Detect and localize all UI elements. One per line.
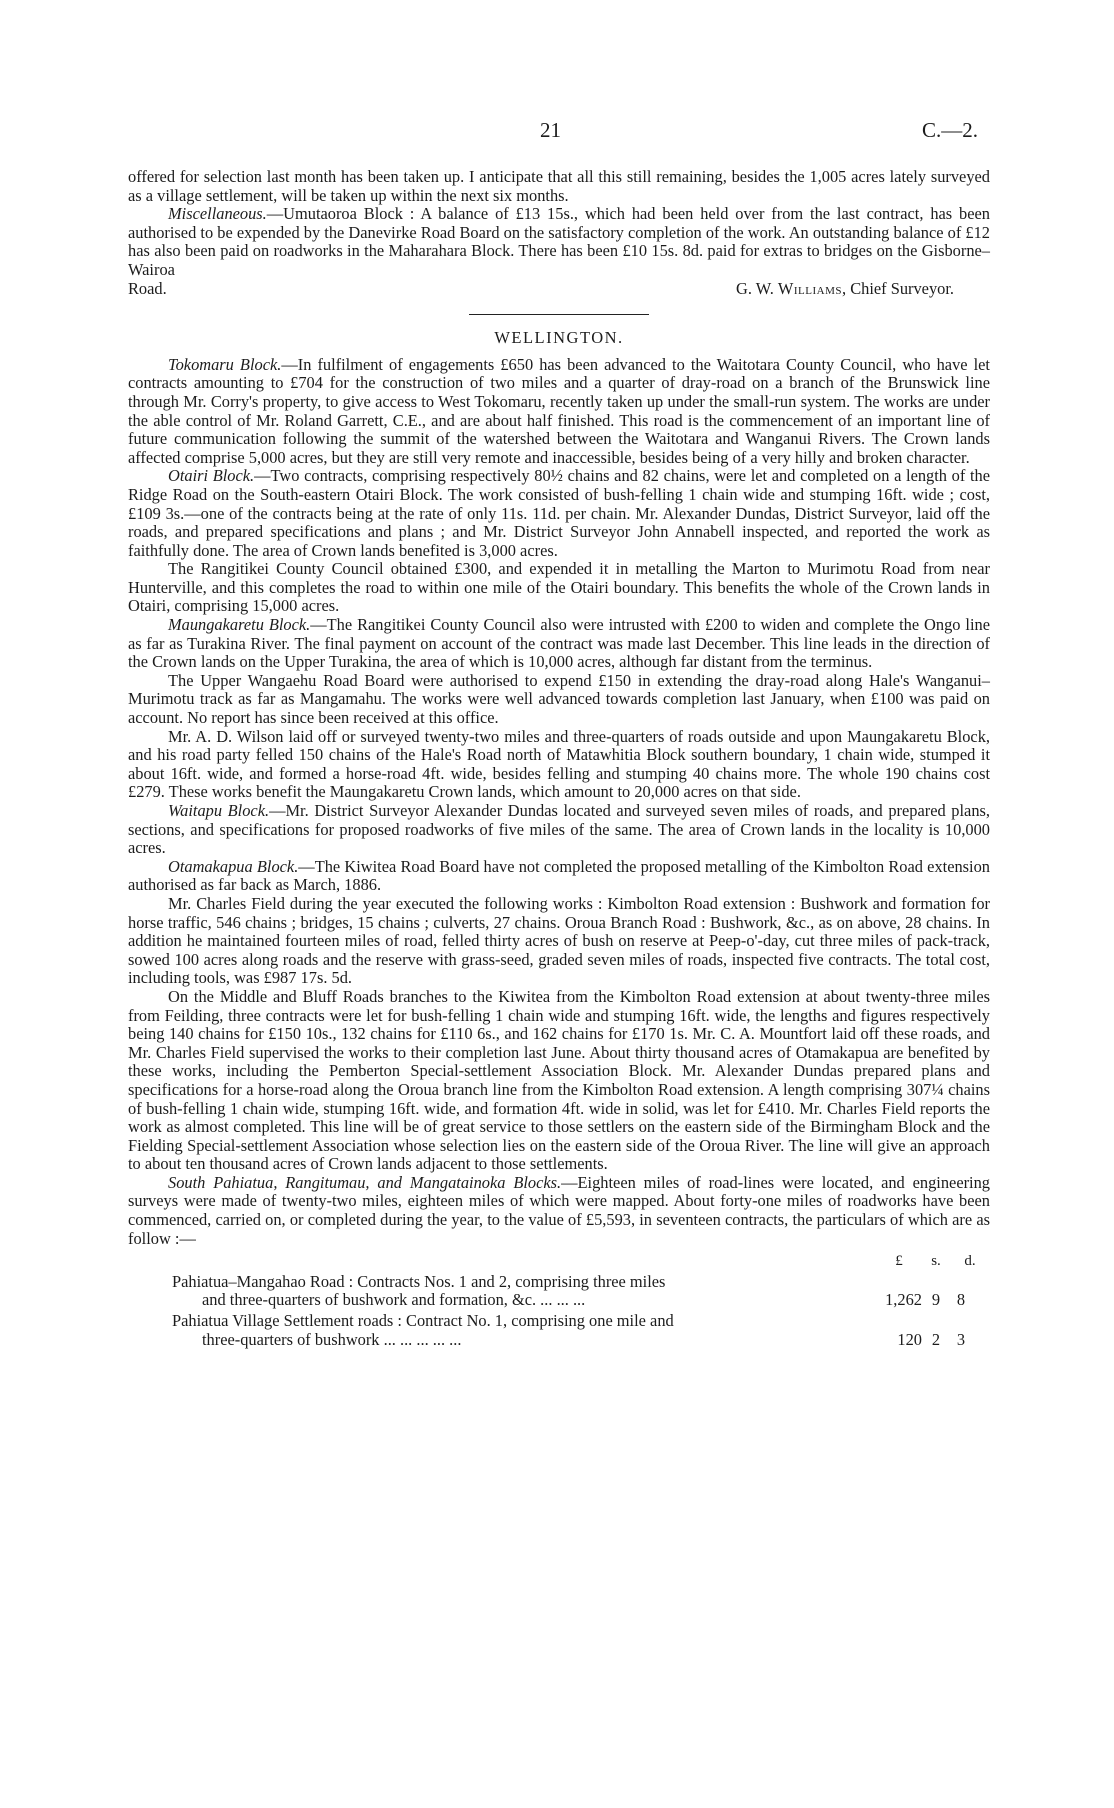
miscellaneous-last-word: Road. [128,278,167,298]
paragraph-heading: Otamakapua Block. [168,856,299,876]
amount-pence: 8 [956,1290,966,1310]
paragraph-text: On the Middle and Bluff Roads branches to the Kiwitea from the Kimbolton Road extension at about twenty-three miles from Feilding, three contracts were let for bush-felling 1 chain wide and stumping 16ft. wide, the lengths and figures respectively being 140 chains for £150 10s., 132 chains for £110 6s., and 162 chains for £170 1s. Mr. C. A. Mountfort laid off these roads, and Mr. Charles Field supervised the works to their completion last June. About thirty thousand acres of Otamakapua are benefited by these works, including the Pemberton Special-settlement Association Block. Mr. Alexander Dundas prepared plans and specifications for a horse-road along the Oroua branch line from the Kimbolton Road extension. A length comprising 307¼ chains of bush-felling 1 chain wide, stumping 16ft. wide, and formation 4ft. wide in solid, was let for £410. Mr. Charles Field reports the work as almost completed. This line will be of great service to those settlers on the eastern side of the Birmingham Block and the Fielding Special-settlement Association whose selection lies on the eastern side of the Oroua River. The line will give an approach to about ten thousand acres of Crown lands adjacent to those settlements. [128,986,990,1174]
amount-shillings: 2 [931,1329,941,1349]
pounds-header: £ [895,1253,903,1270]
contract-description [128,1312,876,1349]
signature-row [128,280,990,299]
paragraph-heading: Waitapu Block. [168,801,270,820]
shillings-header: s. [931,1253,941,1270]
amount-pounds: 1,262 [885,1290,922,1310]
amount-pence: 3 [956,1329,966,1349]
paragraph [128,802,990,858]
contract-line-2: and three-quarters of bushwork and formation, &c. ... ... ... [202,1290,586,1310]
signature: G. W. Williams, Chief Surveyor. [736,278,954,298]
paragraph-text: Mr. Charles Field during the year executed the following works : Kimbolton Road extension : Bushwork and formation for horse traffic, 546 chains ; bridges, 15 chains ; culverts, 27 chains. Oroua Branch Road : Bushwork, &c., as on above, 28 chains. In addition he maintained fourteen miles of road, felled thirty acres of bush on reserve at Peep-o'-day, cut three miles of pack-track, sowed 100 acres along roads and the reserve with grass-seed, graded seven miles of roads, inspected five contracts. The total cost, including tools, was £987 17s. 5d. [128,893,990,988]
contract-amount [876,1273,990,1310]
contract-amount [876,1312,990,1349]
contract-description [128,1273,876,1310]
paragraph-text: —Eighteen miles of road-lines were located, and engineering surveys were made of twenty-two miles, eighteen miles of which were mapped. About forty-one miles of roadworks have been commenced, carried on, or completed during the year, to the value of £5,593, in seventeen contracts, the particulars of which are as follow :— [128,1172,990,1248]
paragraph-list [128,356,990,1249]
contract-line-1: Pahiatua–Mangahao Road : Contracts Nos. 1 and 2, comprising three miles [172,1271,666,1291]
contract-item [128,1273,990,1310]
paragraph [128,467,990,560]
amount-pounds: 120 [897,1329,922,1349]
paragraph [128,672,990,728]
section-divider [469,314,649,315]
intro-paragraph: offered for selection last month has been taken up. I anticipate that all this still remaining, besides the 1,005 acres lately surveyed as a village settlement, will be taken up within the next six months. [128,167,990,205]
page-header [128,118,978,148]
miscellaneous-paragraph [128,205,990,279]
contract-items [128,1273,990,1349]
paragraph [128,356,990,468]
paragraph-heading: Otairi Block. [168,466,255,486]
paragraph-text: —The Rangitikei County Council also were intrusted with £200 to widen and complete the Ongo line as far as Turakina River. The final payment on account of the contract was made last December. This line leads in the direction of the Crown lands on the Upper Turakina, the area of which is 10,000 acres, although far distant from the terminus. [128,615,990,672]
document-body [128,168,990,1349]
paragraph [128,988,990,1174]
paragraph [128,616,990,672]
contract-line-2: three-quarters of bushwork ... ... ... ... ... [202,1329,462,1349]
paragraph [128,728,990,802]
paragraph-text: —The Kiwitea Road Board have not completed the proposed metalling of the Kimbolton Road extension authorised as far back as March, 1886. [128,856,990,895]
pence-header: d. [964,1253,976,1270]
paragraph [128,895,990,988]
paragraph-heading: Maungakaretu Block. [168,615,311,635]
miscellaneous-text: —Umutaoroa Block : A balance of £13 15s., which had been held over from the last contract, has been authorised to be expended by the Danevirke Road Board on the satisfactory completion of the work. An outstanding balance of £12 has also been paid on roadworks in the Maharahara Block. There has been £10 15s. 8d. paid for extras to bridges on the Gisborne–Wairoa [128,204,990,279]
miscellaneous-heading: Miscellaneous. [168,204,267,224]
paragraph-heading: South Pahiatua, Rangitumau, and Mangatainoka Blocks. [168,1172,562,1192]
section-title: WELLINGTON. [494,328,624,348]
contract-item [128,1312,990,1349]
paragraph-text: Mr. A. D. Wilson laid off or surveyed twenty-two miles and three-quarters of roads outside and upon Maungakaretu Block, and his road party felled 150 chains of the Hale's Road north of Matawhitia Block southern boundary, 1 chain wide, stumped it about 16ft. wide, and formed a horse-road 4ft. wide, besides felling and stumping 40 chains more. The whole 190 chains cost £279. These works benefit the Maungakaretu Crown lands, which amount to 20,000 acres on that side. [128,726,990,802]
contract-line-1: Pahiatua Village Settlement roads : Contract No. 1, comprising one mile and [172,1311,674,1331]
money-column-headers [128,1252,990,1271]
document-reference: C.—2. [921,118,978,142]
paragraph-heading: Tokomaru Block. [168,354,282,374]
paragraph [128,858,990,895]
paragraph [128,1174,990,1248]
paragraph-text: The Rangitikei County Council obtained £300, and expended it in metalling the Marton to Murimotu Road from near Hunterville, and this completes the road to within one mile of the Otairi boundary. This benefits the whole of the Crown lands in Otairi, comprising 15,000 acres. [128,559,990,616]
paragraph-text: —Mr. District Surveyor Alexander Dundas located and surveyed seven miles of roads, and prepared plans, sections, and specifications for proposed roadworks of five miles of the same. The area of Crown lands in the locality is 10,000 acres. [128,801,990,858]
paragraph-text: —Two contracts, comprising respectively 80½ chains and 82 chains, were let and completed on a length of the Ridge Road on the South-eastern Otairi Block. The work consisted of bush-felling 1 chain wide and stumping 16ft. wide ; cost, £109 3s.—one of the contracts being at the rate of only 11s. 11d. per chain. Mr. Alexander Dundas, District Surveyor, laid off the roads, and prepared specifications and plans ; and Mr. District Surveyor John Annabell inspected, and reported the work as faithfully done. The area of Crown lands benefited is 3,000 acres. [128,466,990,560]
paragraph [128,560,990,616]
amount-shillings: 9 [931,1290,941,1310]
page-number: 21 [540,118,561,142]
paragraph-text: The Upper Wangaehu Road Board were authorised to expend £150 in extending the dray-road along Hale's Wanganui–Murimotu track as far as Mangamahu. The works were well advanced towards completion last January, when £100 was paid on account. No report has since been received at this office. [128,670,990,728]
paragraph-text: —In fulfilment of engagements £650 has been advanced to the Waitotara County Council, who have let contracts amounting to £704 for the construction of two miles and a quarter of dray-road on a branch of the Brunswick line through Mr. Corry's property, to give access to West Tokomaru, recently taken up under the small-run system. The works are under the able control of Mr. Roland Garrett, C.E., and are about half finished. This road is the commencement of an important line of future communication following the summit of the watershed between the Waitotara and Wanganui Rivers. The Crown lands affected comprise 5,000 acres, but they are still very remote and inaccessible, besides being of a very hilly and broken character. [128,354,990,467]
